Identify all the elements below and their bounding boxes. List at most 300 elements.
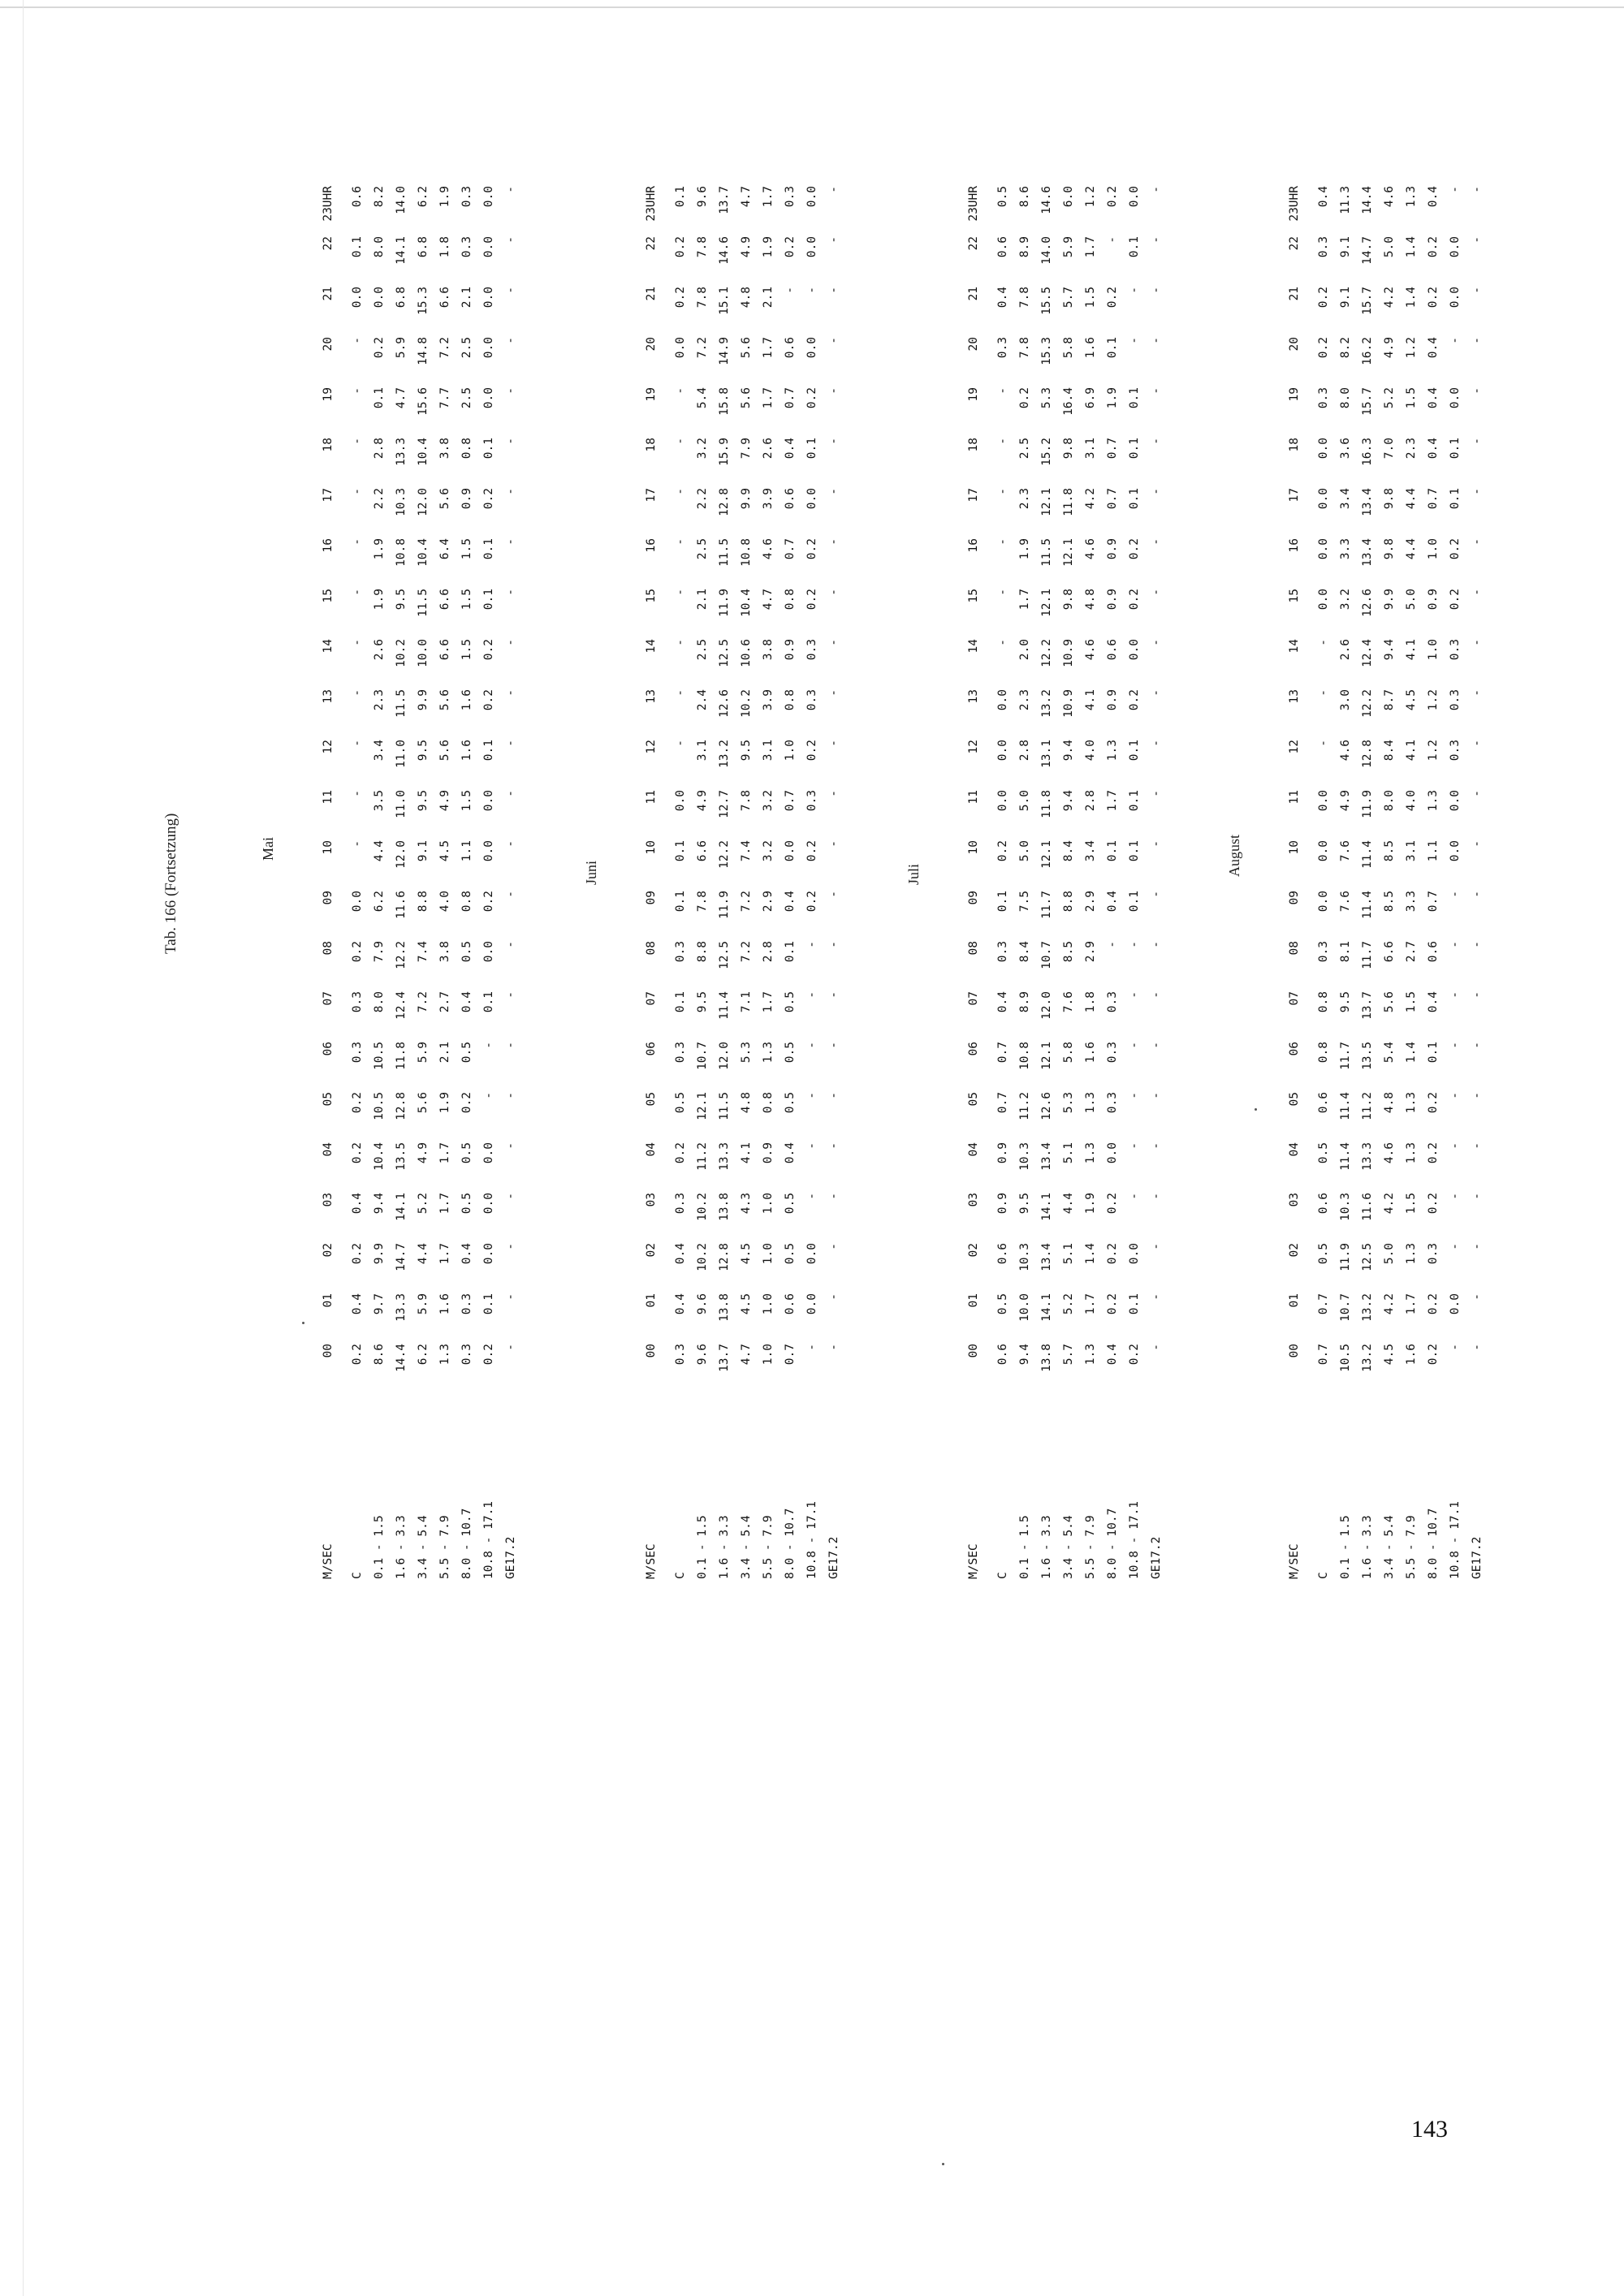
table-cell: 0.7 — [784, 538, 797, 560]
table-cell: - — [806, 1193, 818, 1200]
speed-class-label: 3.4 - 5.4 — [417, 1515, 430, 1579]
hour-column-header: 20 — [322, 337, 335, 352]
hour-column-header: 22 — [1288, 236, 1301, 251]
table-cell: 0.2 — [806, 387, 818, 409]
table-cell: - — [1150, 840, 1163, 848]
table-cell: 4.1 — [740, 1142, 753, 1164]
table-cell: 1.3 — [1427, 790, 1440, 812]
table-cell: 1.9 — [373, 589, 386, 611]
table-cell: 0.2 — [1128, 589, 1141, 611]
table-cell: - — [827, 689, 840, 697]
table-cell: 0.7 — [1427, 891, 1440, 913]
table-cell: 1.3 — [1084, 1142, 1097, 1164]
table-cell: 12.2 — [1361, 689, 1374, 718]
table-cell: 0.6 — [996, 236, 1009, 258]
table-cell: 8.2 — [1339, 337, 1352, 359]
table-cell: 5.0 — [1383, 236, 1396, 258]
table-cell: 12.6 — [718, 689, 731, 718]
hour-column-header: 01 — [645, 1293, 658, 1308]
table-cell: 11.8 — [1062, 488, 1075, 516]
hour-column-header: 14 — [645, 639, 658, 654]
table-cell: 10.3 — [395, 488, 408, 516]
table-cell: - — [784, 287, 797, 294]
table-cell: - — [1471, 740, 1484, 747]
table-cell: 0.2 — [373, 337, 386, 359]
table-cell: 12.8 — [1361, 740, 1374, 768]
table-row — [350, 166, 365, 1579]
hour-column-header: 10 — [322, 840, 335, 855]
table-row — [1470, 166, 1485, 1579]
table-cell: 4.5 — [740, 1293, 753, 1315]
table-cell: 11.7 — [1361, 941, 1374, 969]
hour-column-header: 09 — [322, 891, 335, 905]
table-cell: 7.8 — [696, 236, 709, 258]
table-cell: - — [1150, 387, 1163, 395]
table-cell: 13.5 — [1361, 1042, 1374, 1070]
table-cell: - — [1471, 1344, 1484, 1351]
table-row — [1316, 166, 1332, 1579]
table-cell: 0.9 — [784, 639, 797, 661]
table-cell: 6.6 — [438, 589, 451, 611]
table-cell: 0.4 — [784, 891, 797, 913]
table-cell: 3.4 — [373, 740, 386, 762]
table-cell: - — [827, 1293, 840, 1301]
table-cell: 0.2 — [674, 1142, 687, 1164]
table-cell: 10.4 — [740, 589, 753, 617]
table-cell: 0.1 — [1449, 488, 1462, 510]
table-cell: - — [1150, 1293, 1163, 1301]
table-cell: 13.2 — [718, 740, 731, 768]
speed-class-label: 3.4 - 5.4 — [1062, 1515, 1075, 1579]
table-row — [394, 166, 409, 1579]
table-cell: 0.3 — [806, 790, 818, 812]
table-cell: 2.3 — [373, 689, 386, 711]
speed-class-label: 3.4 - 5.4 — [740, 1515, 753, 1579]
table-cell: 1.1 — [460, 840, 473, 862]
table-cell: 2.4 — [696, 689, 709, 711]
hour-column-header: 05 — [645, 1092, 658, 1107]
table-cell: 0.5 — [460, 1042, 473, 1064]
hour-column-header: 14 — [1288, 639, 1301, 654]
table-cell: 0.3 — [1449, 689, 1462, 711]
table-cell: - — [1471, 488, 1484, 495]
scan-speck — [302, 1322, 304, 1324]
table-mai — [321, 166, 524, 1579]
table-cell: 0.8 — [460, 891, 473, 913]
table-cell: 8.0 — [1383, 790, 1396, 812]
table-cell: 5.9 — [417, 1293, 430, 1315]
table-cell: 1.5 — [1405, 991, 1418, 1013]
speed-class-label: 1.6 - 3.3 — [1361, 1515, 1374, 1579]
hour-column-header: 11 — [1288, 790, 1301, 805]
table-cell: 13.2 — [1361, 1293, 1374, 1322]
table-cell: 11.7 — [1040, 891, 1053, 919]
table-cell: 11.0 — [395, 740, 408, 768]
table-cell: 5.3 — [1040, 387, 1053, 409]
table-cell: 4.1 — [1405, 740, 1418, 762]
table-cell: 5.6 — [740, 337, 753, 359]
table-juli — [966, 166, 1169, 1579]
table-cell: 2.5 — [460, 337, 473, 359]
hour-column-header: 19 — [967, 387, 980, 402]
table-cell: 15.1 — [718, 287, 731, 315]
table-cell: 13.8 — [718, 1193, 731, 1221]
hour-column-header: 22 — [967, 236, 980, 251]
table-cell: 1.4 — [1084, 1243, 1097, 1265]
hour-column-header: 12 — [1288, 740, 1301, 754]
table-row — [1127, 166, 1142, 1579]
table-cell: 1.9 — [1084, 1193, 1097, 1215]
table-cell: 4.6 — [1383, 186, 1396, 208]
table-cell: 10.8 — [740, 538, 753, 567]
table-cell: - — [1471, 1142, 1484, 1150]
table-cell: 1.4 — [1405, 287, 1418, 309]
table-row — [482, 166, 497, 1579]
table-cell: - — [1449, 991, 1462, 999]
table-cell: 0.2 — [806, 891, 818, 913]
hour-column-header: 09 — [645, 891, 658, 905]
table-cell: 8.5 — [1383, 840, 1396, 862]
table-cell: 9.4 — [1018, 1344, 1031, 1366]
table-cell: 1.3 — [1405, 186, 1418, 208]
table-cell: 9.9 — [740, 488, 753, 510]
table-cell: 0.9 — [460, 488, 473, 510]
table-cell: - — [1150, 538, 1163, 546]
table-cell: - — [351, 589, 364, 596]
table-cell: 7.8 — [740, 790, 753, 812]
table-cell: 6.0 — [1062, 186, 1075, 208]
hour-column-header: 10 — [645, 840, 658, 855]
table-cell: 0.6 — [1317, 1193, 1330, 1215]
table-cell: 3.4 — [1339, 488, 1352, 510]
table-cell: 0.3 — [460, 1344, 473, 1366]
table-row — [695, 166, 710, 1579]
table-cell: 7.2 — [740, 941, 753, 963]
table-cell: - — [827, 236, 840, 244]
table-row — [1426, 166, 1441, 1579]
table-cell: 8.6 — [373, 1344, 386, 1366]
hour-column-header: 20 — [967, 337, 980, 352]
table-cell: 15.9 — [718, 438, 731, 466]
speed-class-label: 5.5 - 7.9 — [1405, 1515, 1418, 1579]
table-cell: 1.9 — [438, 186, 451, 208]
table-cell: - — [1150, 236, 1163, 244]
table-cell: 11.2 — [696, 1142, 709, 1171]
table-cell: 0.2 — [674, 287, 687, 309]
table-cell: 2.9 — [1084, 891, 1097, 913]
table-cell: 8.5 — [1062, 941, 1075, 963]
table-cell: 7.7 — [438, 387, 451, 409]
table-cell: 0.3 — [1317, 387, 1330, 409]
table-cell: - — [1317, 639, 1330, 646]
table-cell: 12.7 — [718, 790, 731, 818]
table-row — [805, 166, 820, 1579]
table-cell: 0.0 — [482, 1142, 495, 1164]
table-cell: 1.2 — [1084, 186, 1097, 208]
hour-column-header: 05 — [1288, 1092, 1301, 1107]
table-cell: 0.6 — [996, 1243, 1009, 1265]
hour-column-header: 05 — [322, 1092, 335, 1107]
table-cell: 11.6 — [395, 891, 408, 919]
table-cell: 1.6 — [460, 740, 473, 762]
table-cell: 0.1 — [1449, 438, 1462, 460]
table-cell: 6.2 — [373, 891, 386, 913]
table-cell: 12.6 — [1040, 1092, 1053, 1120]
table-cell: - — [504, 790, 517, 797]
table-cell: - — [1150, 941, 1163, 948]
speed-class-label: C — [996, 1572, 1009, 1579]
hour-column-header: 11 — [967, 790, 980, 805]
table-cell: 0.0 — [482, 236, 495, 258]
table-cell: 2.5 — [696, 639, 709, 661]
table-cell: 0.0 — [806, 1243, 818, 1265]
table-cell: 12.8 — [718, 488, 731, 516]
hour-column-header: 20 — [645, 337, 658, 352]
table-cell: 9.4 — [373, 1193, 386, 1215]
table-cell: 13.5 — [395, 1142, 408, 1171]
table-cell: - — [1106, 941, 1119, 948]
table-cell: 2.3 — [1018, 488, 1031, 510]
table-cell: - — [1128, 1193, 1141, 1200]
table-cell: - — [1449, 1142, 1462, 1150]
table-cell: - — [996, 387, 1009, 395]
table-cell: 0.4 — [351, 1193, 364, 1215]
table-cell: 0.1 — [482, 740, 495, 762]
table-cell: 1.7 — [1106, 790, 1119, 812]
table-cell: 3.8 — [438, 941, 451, 963]
table-cell: 5.2 — [417, 1193, 430, 1215]
hour-column-header: 07 — [967, 991, 980, 1006]
table-cell: 0.2 — [482, 488, 495, 510]
table-cell: 7.2 — [696, 337, 709, 359]
hour-column-header: 02 — [1288, 1243, 1301, 1258]
table-cell: 5.1 — [1062, 1142, 1075, 1164]
table-cell: 1.4 — [1405, 236, 1418, 258]
table-cell: 16.4 — [1062, 387, 1075, 416]
table-cell: 1.7 — [762, 186, 775, 208]
hour-column-header: 12 — [645, 740, 658, 754]
table-cell: - — [1449, 1243, 1462, 1250]
table-cell: 11.4 — [718, 991, 731, 1020]
table-cell: 0.3 — [1317, 941, 1330, 963]
table-cell: 0.3 — [1449, 639, 1462, 661]
table-cell: - — [351, 790, 364, 797]
table-cell: 5.6 — [438, 488, 451, 510]
hour-column-header: 00 — [967, 1344, 980, 1358]
table-cell: 8.4 — [1383, 740, 1396, 762]
table-cell: 0.3 — [1106, 1092, 1119, 1114]
table-cell: 5.6 — [438, 689, 451, 711]
table-cell: 4.6 — [1383, 1142, 1396, 1164]
table-cell: 7.6 — [1062, 991, 1075, 1013]
hour-column-header: 03 — [967, 1193, 980, 1207]
table-cell: 4.6 — [1339, 740, 1352, 762]
table-cell: 13.4 — [1040, 1243, 1053, 1271]
hour-column-header: 03 — [322, 1193, 335, 1207]
table-cell: 0.0 — [1449, 790, 1462, 812]
table-row — [1083, 166, 1099, 1579]
table-cell: 0.5 — [784, 1193, 797, 1215]
table-cell: - — [1471, 790, 1484, 797]
table-cell: 9.8 — [1062, 438, 1075, 460]
table-cell: 0.2 — [1427, 1344, 1440, 1366]
table-cell: 0.2 — [351, 941, 364, 963]
table-row — [460, 166, 475, 1579]
table-cell: 0.3 — [460, 236, 473, 258]
hour-column-header: 16 — [322, 538, 335, 553]
table-cell: - — [351, 639, 364, 646]
table-cell: 7.9 — [740, 438, 753, 460]
table-cell: 11.4 — [1361, 840, 1374, 869]
table-cell: 5.4 — [696, 387, 709, 409]
table-cell: 7.2 — [740, 891, 753, 913]
table-cell: 0.1 — [1128, 1293, 1141, 1315]
table-cell: 15.3 — [1040, 337, 1053, 365]
table-cell: 14.1 — [395, 1193, 408, 1221]
table-cell: 0.2 — [1427, 287, 1440, 309]
hour-column-header: 09 — [967, 891, 980, 905]
table-cell: 0.6 — [784, 337, 797, 359]
table-cell: 1.7 — [1405, 1293, 1418, 1315]
table-cell: 0.1 — [1128, 236, 1141, 258]
table-cell: 4.8 — [740, 287, 753, 309]
table-header — [966, 166, 982, 1579]
table-cell: 4.7 — [740, 186, 753, 208]
table-cell: 1.2 — [1427, 689, 1440, 711]
table-cell: 10.2 — [696, 1193, 709, 1221]
hour-column-header: 23UHR — [967, 186, 980, 222]
table-cell: 0.0 — [1449, 287, 1462, 309]
speed-class-label: 5.5 - 7.9 — [1084, 1515, 1097, 1579]
table-cell: 11.8 — [395, 1042, 408, 1070]
table-cell: 0.0 — [482, 287, 495, 309]
table-cell: 10.0 — [417, 639, 430, 667]
speed-class-label: 8.0 - 10.7 — [460, 1508, 473, 1579]
table-cell: 0.7 — [1317, 1344, 1330, 1366]
table-cell: 11.5 — [1040, 538, 1053, 567]
table-cell: 8.0 — [373, 236, 386, 258]
table-cell: - — [1471, 891, 1484, 898]
table-cell: 11.9 — [1339, 1243, 1352, 1271]
table-august — [1287, 166, 1490, 1579]
hour-column-header: 23UHR — [645, 186, 658, 222]
speed-class-label: 8.0 - 10.7 — [1427, 1508, 1440, 1579]
table-header — [1287, 166, 1302, 1579]
table-cell: 1.8 — [1084, 991, 1097, 1013]
table-cell: - — [827, 287, 840, 294]
table-cell: 12.0 — [1040, 991, 1053, 1020]
hour-column-header: 10 — [1288, 840, 1301, 855]
table-cell: 0.0 — [806, 488, 818, 510]
table-cell: 0.4 — [1106, 1344, 1119, 1366]
table-cell: 0.0 — [1317, 790, 1330, 812]
table-row — [739, 166, 754, 1579]
table-row — [783, 166, 798, 1579]
table-cell: - — [351, 840, 364, 848]
table-cell: 0.8 — [1317, 1042, 1330, 1064]
table-cell: 7.6 — [1339, 840, 1352, 862]
table-cell: - — [827, 891, 840, 898]
table-cell: 4.5 — [1383, 1344, 1396, 1366]
table-cell: 0.9 — [996, 1193, 1009, 1215]
table-cell: 2.6 — [1339, 639, 1352, 661]
table-cell: - — [827, 1042, 840, 1049]
table-cell: 12.4 — [1361, 639, 1374, 667]
speed-class-label: GE17.2 — [1471, 1536, 1484, 1579]
table-cell: 12.8 — [718, 1243, 731, 1271]
table-caption: Tab. 166 (Fortsetzung) — [162, 813, 179, 954]
table-cell: 2.1 — [762, 287, 775, 309]
table-cell: - — [504, 991, 517, 999]
table-cell: 4.6 — [1084, 538, 1097, 560]
table-cell: 4.9 — [438, 790, 451, 812]
table-cell: 6.6 — [438, 287, 451, 309]
speed-column-header: M/SEC — [967, 1543, 980, 1579]
table-row — [1149, 166, 1164, 1579]
table-cell: 0.3 — [1106, 991, 1119, 1013]
table-cell: 2.0 — [1018, 639, 1031, 661]
table-cell: 9.4 — [1062, 740, 1075, 762]
table-cell: 0.0 — [1317, 589, 1330, 611]
table-cell: 12.2 — [1040, 639, 1053, 667]
table-cell: 3.6 — [1339, 438, 1352, 460]
hour-column-header: 10 — [967, 840, 980, 855]
table-cell: - — [674, 488, 687, 495]
table-cell: - — [827, 1344, 840, 1351]
table-cell: 0.1 — [1128, 488, 1141, 510]
table-cell: 0.1 — [482, 589, 495, 611]
table-cell: 12.8 — [395, 1092, 408, 1120]
table-cell: - — [1471, 840, 1484, 848]
hour-column-header: 03 — [645, 1193, 658, 1207]
hour-column-header: 01 — [967, 1293, 980, 1308]
table-cell: 5.7 — [1062, 1344, 1075, 1366]
table-cell: 7.1 — [740, 991, 753, 1013]
hour-column-header: 02 — [322, 1243, 335, 1258]
table-cell: 7.8 — [696, 287, 709, 309]
table-cell: 11.7 — [1339, 1042, 1352, 1070]
hour-column-header: 04 — [322, 1142, 335, 1157]
table-cell: 0.9 — [1106, 589, 1119, 611]
hour-column-header: 14 — [967, 639, 980, 654]
table-cell: - — [806, 1344, 818, 1351]
table-cell: 0.1 — [1106, 840, 1119, 862]
table-cell: - — [1150, 689, 1163, 697]
table-cell: - — [351, 740, 364, 747]
table-cell: - — [827, 488, 840, 495]
table-cell: 0.2 — [1427, 1293, 1440, 1315]
table-cell: - — [1471, 639, 1484, 646]
table-cell: 0.1 — [1128, 387, 1141, 409]
table-cell: - — [1471, 991, 1484, 999]
table-cell: 4.4 — [417, 1243, 430, 1265]
table-cell: 0.3 — [1106, 1042, 1119, 1064]
table-cell: 11.9 — [1361, 790, 1374, 818]
speed-class-label: C — [1317, 1572, 1330, 1579]
speed-class-label: 10.8 - 17.1 — [806, 1500, 818, 1579]
hour-column-header: 19 — [322, 387, 335, 402]
table-cell: 0.3 — [1427, 1243, 1440, 1265]
table-cell: - — [1317, 740, 1330, 747]
table-cell: 0.0 — [482, 1243, 495, 1265]
hour-column-header: 11 — [645, 790, 658, 805]
table-cell: - — [1128, 1042, 1141, 1049]
table-cell: 6.8 — [417, 236, 430, 258]
table-cell: 4.4 — [1405, 538, 1418, 560]
table-cell: - — [504, 1243, 517, 1250]
table-row — [827, 166, 842, 1579]
table-cell: - — [1449, 186, 1462, 193]
